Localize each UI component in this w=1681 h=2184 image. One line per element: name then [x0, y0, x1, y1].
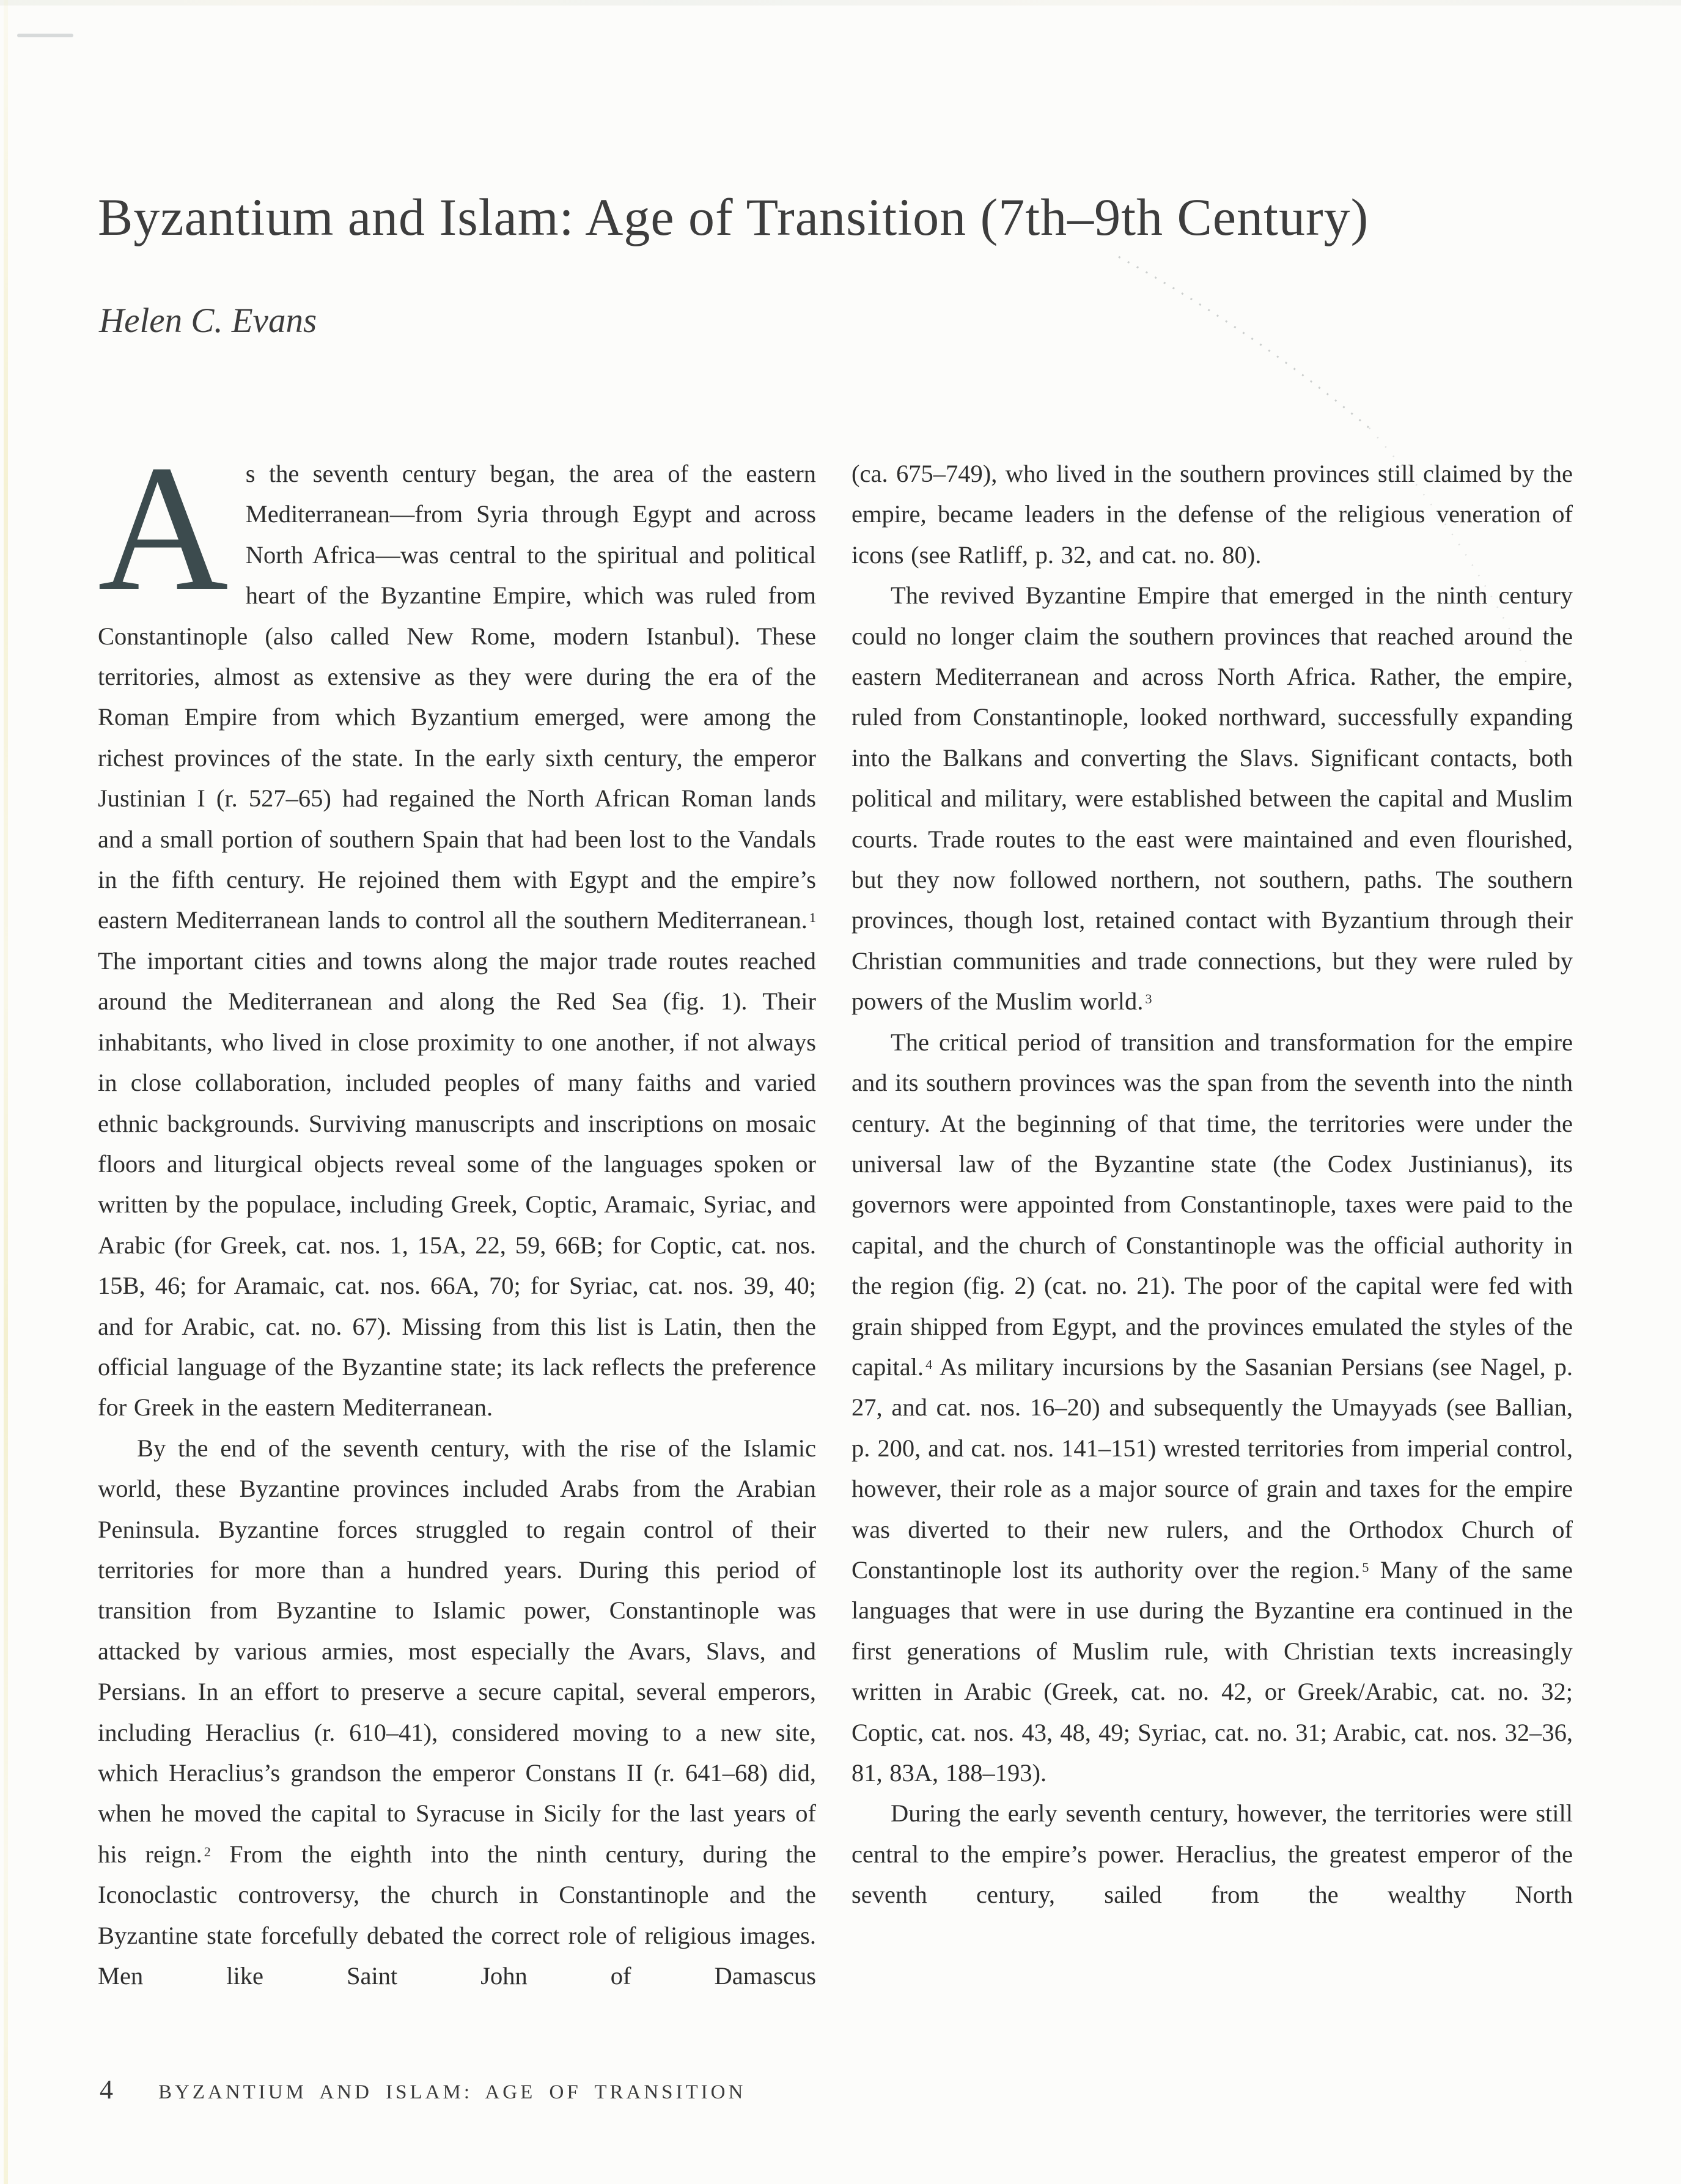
body-columns	[98, 428, 1573, 1996]
scan-left-band	[4, 0, 8, 2184]
body-paragraph: The critical period of transition and transformation for the empire and its southern provinces was the span from the seventh into the ninth century. At the beginning of that time, the territories were under the universal law of the Byzantine state (the Codex Justinianus), its governors were appointed from Constantinople, taxes were paid to the capital, and the church of Constantinople was the official authority in the region (fig. 2) (cat. no. 21). The poor of the capital were fed with grain shipped from Egypt, and the provinces emulated the styles of the capital. $^4$ As military incursions by the Sasanian Persians (see Nagel, p. 27, and cat. nos. 16–20) and subsequently the Umayyads (see Ballian, p. 200, and cat. nos. 141–151) wrested territories from imperial control, however, their role as a major source of grain and taxes for the empire was diverted to their new rulers, and the Orthodox Church of Constantinople lost its authority over the region. $^5$ Many of the same languages that were in use during the Byzantine era continued in the first generations of Muslim rule, with Christian texts increasingly written in Arabic (Greek, cat. no. 42, or Greek/Arabic, cat. no. 32; Coptic, cat. nos. 43, 48, 49; Syriac, cat. no. 31; Arabic, cat. nos. 32–36, 81, 83A, 188–193).	[852, 1028, 1573, 1787]
page-title: Byzantium and Islam: Age of Transition (7th–9th Century)	[98, 188, 1369, 246]
footnote-ref: 3	[1145, 991, 1152, 1007]
footnote-ref: 4	[925, 1356, 933, 1372]
running-title: BYZANTIUM AND ISLAM: AGE OF TRANSITION	[158, 2081, 746, 2103]
body-paragraph: As the seventh century began, the area of the eastern Mediterranean—from Syria through Egypt and across North Africa—was central to the spiritual and political heart of the Byzantine Empire, which was ruled from Constantinople (also called New Rome, modern Istanbul). These territories, almost as extensive as they were during the era of the Roman Empire from which Byzantium emerged, were among the richest provinces of the state. In the early sixth century, the emperor Justinian I (r. 527–65) had regained the North African Roman lands and a small portion of southern Spain that had been lost to the Vandals in the fifth century. He rejoined them with Egypt and the empire’s eastern Mediterranean lands to control all the southern Mediterranean. $^1$ The important cities and towns along the major trade routes reached around the Mediterranean and along the Red Sea (fig. 1). Their inhabitants, who lived in close proximity to one another, if not always in close collaboration, included peoples of many faiths and varied ethnic backgrounds. Surviving manuscripts and inscriptions on mosaic floors and liturgical objects reveal some of the languages spoken or written by the populace, including Greek, Coptic, Aramaic, Syriac, and Arabic (for Greek, cat. nos. 1, 15A, 22, 59, 66B; for Coptic, cat. nos. 15B, 46; for Aramaic, cat. nos. 66A, 70; for Syriac, cat. nos. 39, 40; and for Arabic, cat. no. 67). Missing from this list is Latin, then the official language of the Byzantine state; its lack reflects the preference for Greek in the eastern Mediterranean.	[98, 428, 816, 1422]
right-column	[852, 454, 1573, 1996]
body-paragraph: By the end of the seventh century, with the rise of the Islamic world, these Byzantine provinces included Arabs from the Arabian Peninsula. Byzantine forces struggled to regain control of their territories for more than a hundred years. During this period of transition from Byzantine to Islamic power, Constantinople was attacked by various armies, most especially the Avars, Slavs, and Persians. In an effort to preserve a secure capital, several emperors, including Heraclius (r. 610–41), considered moving to a new site, which Heraclius’s grandson the emperor Constans II (r. 641–68) did, when he moved the capital to Syracuse in Sicily for the last years of his reign. $^2$ From the eighth into the ninth century, during the Iconoclastic controversy, the church in Constantinople and the Byzantine state forcefully debated the correct role of religious images. Men like Saint John of Damascus	[98, 1434, 816, 1990]
drop-cap: A	[98, 428, 229, 629]
scan-edge-strip	[0, 0, 1681, 6]
footnote-ref: 1	[809, 910, 816, 926]
body-paragraph: The revived Byzantine Empire that emerged in the ninth century could no longer claim the southern provinces that reached around the eastern Mediterranean and across North Africa. Rather, the empire, ruled from Constantinople, looked northward, successfully expanding into the Balkans and converting the Slavs. Significant contacts, both political and military, were established between the capital and Muslim courts. Trade routes to the east were maintained and even flourished, but they now followed northern, not southern, paths. The southern provinces, though lost, retained contact with Byzantium through their Christian communities and trade connections, but they were ruled by powers of the Muslim world. $^3$	[852, 581, 1573, 1016]
left-column	[98, 428, 816, 1996]
body-paragraph: (ca. 675–749), who lived in the southern provinces still claimed by the empire, became leaders in the defense of the religious veneration of icons (see Ratliff, p. 32, and cat. no. 80).	[852, 460, 1573, 569]
scan-dash-mark	[17, 34, 73, 37]
page-number: 4	[100, 2075, 113, 2105]
author-name: Helen C. Evans	[99, 301, 317, 340]
page-footer	[100, 2074, 746, 2105]
footnote-ref: 2	[204, 1843, 211, 1859]
footnote-ref: 5	[1362, 1559, 1369, 1575]
body-paragraph: During the early seventh century, however, the territories were still central to the empire’s power. Heraclius, the greatest emperor of the seventh century, sailed from the wealthy North	[852, 1799, 1573, 1909]
